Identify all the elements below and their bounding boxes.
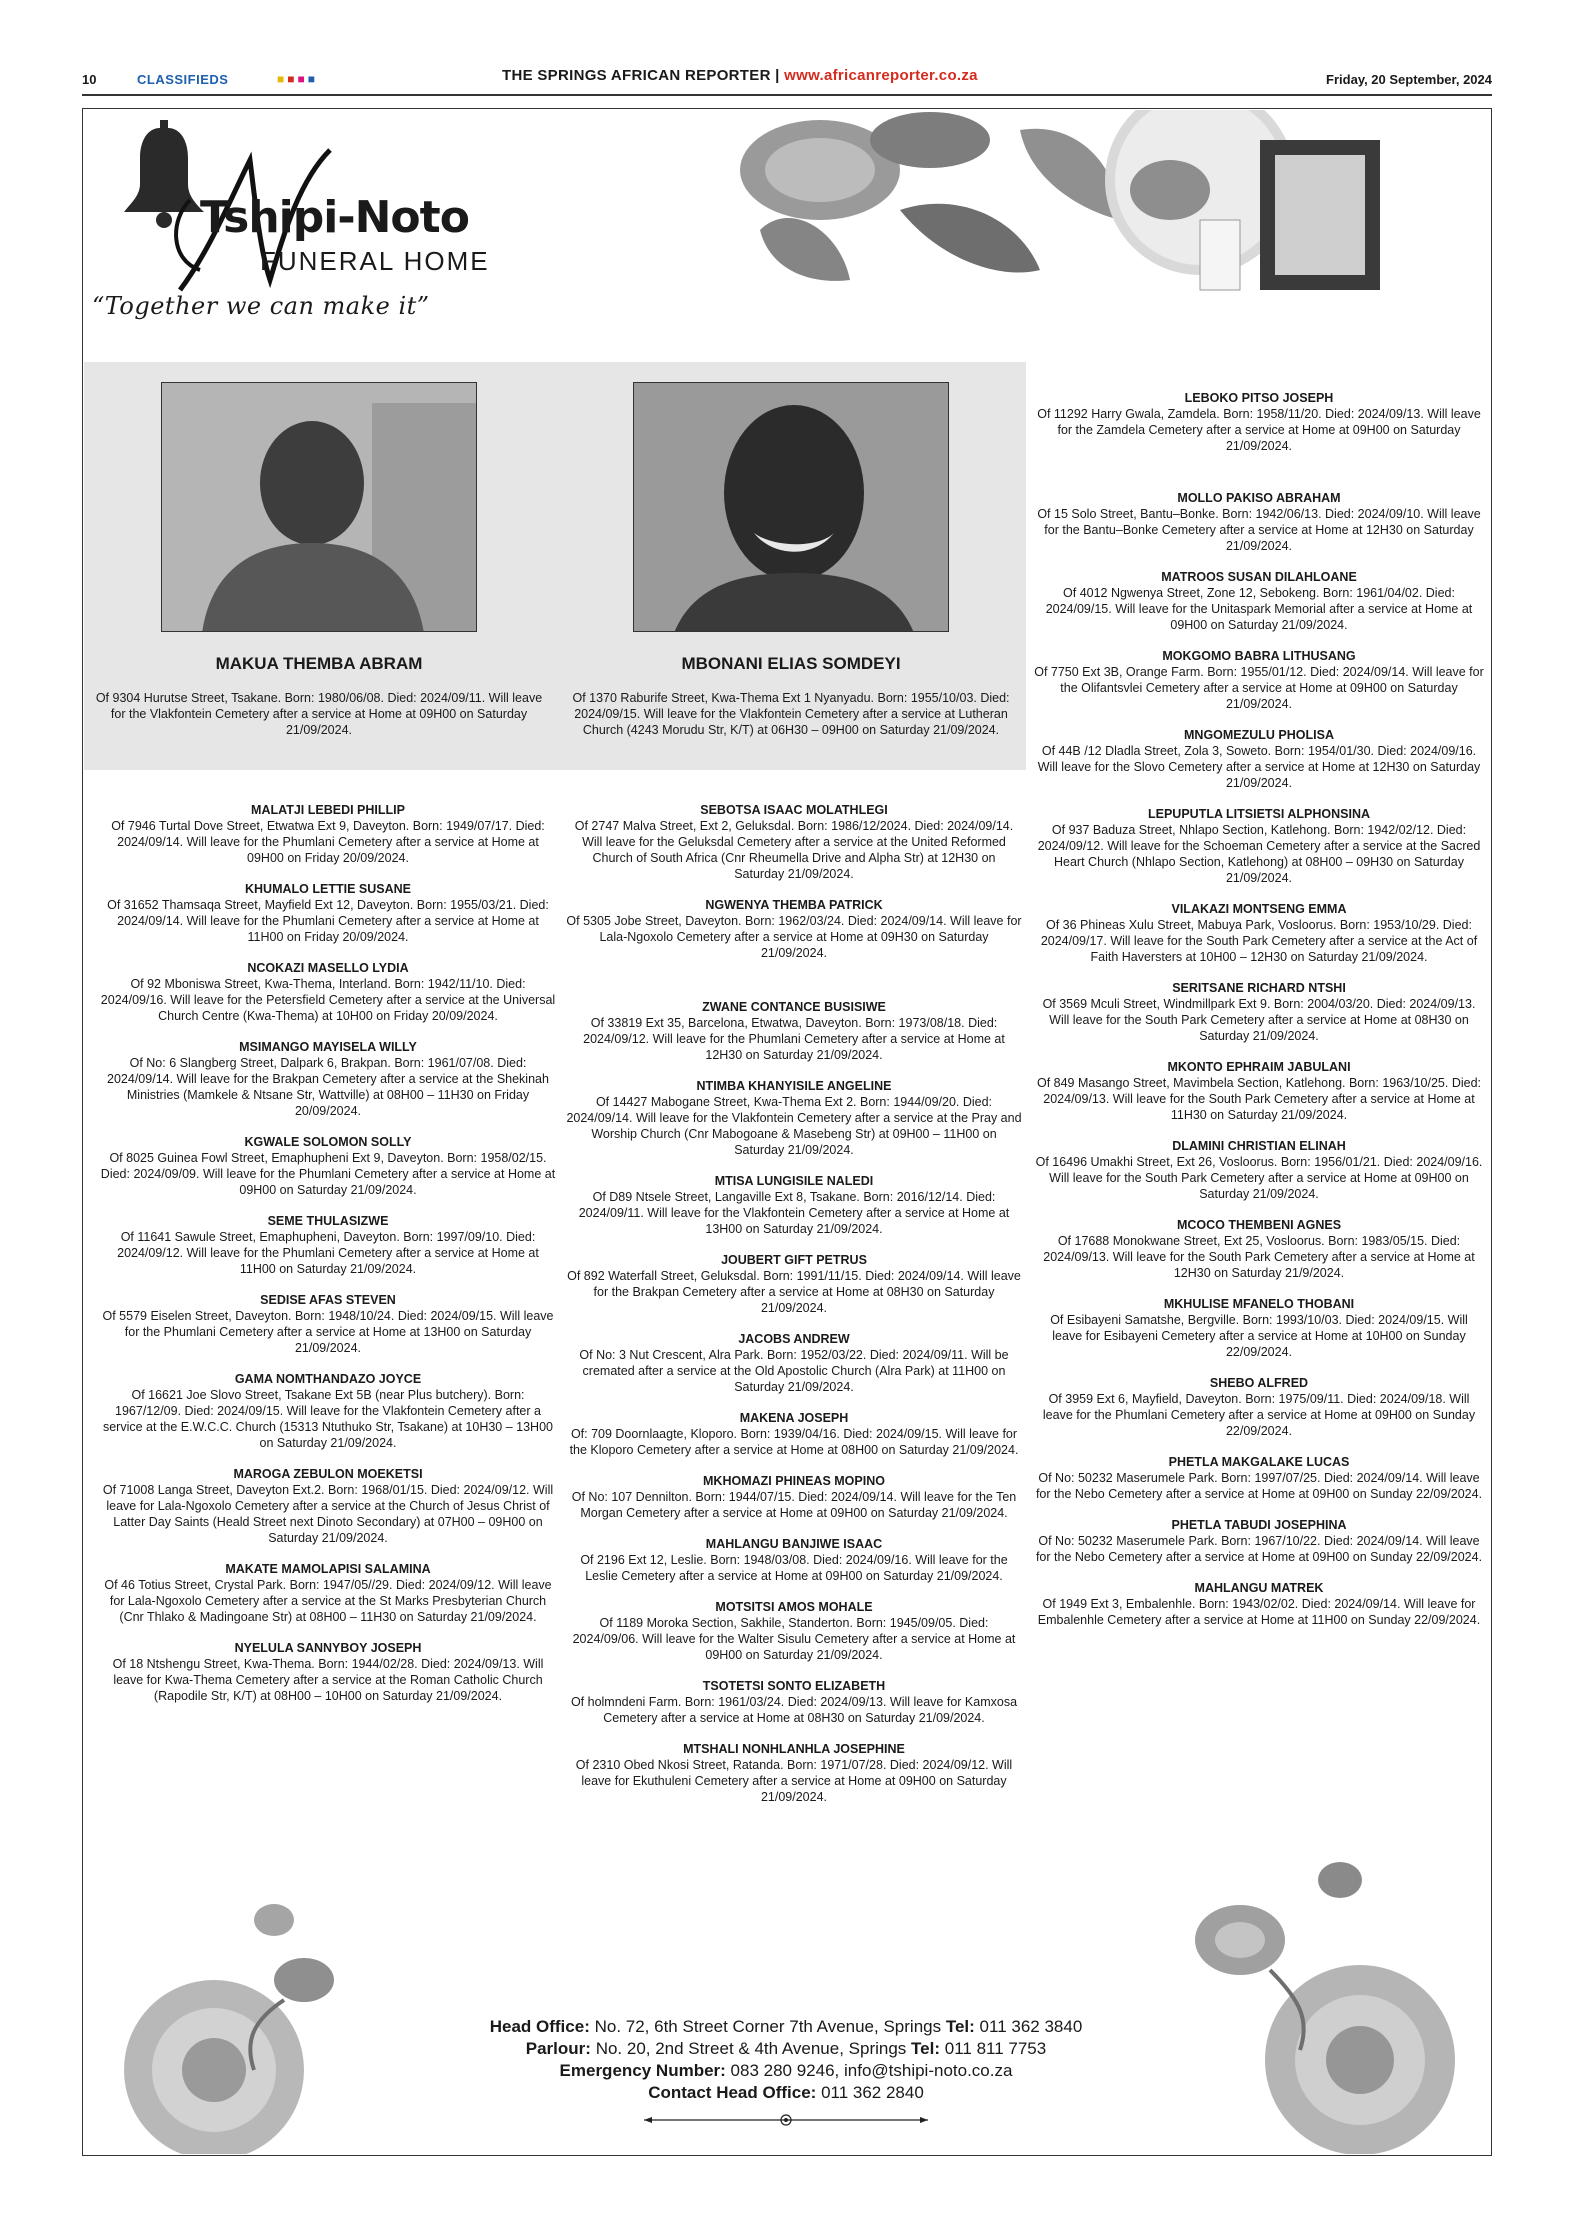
notice-details: Of 33819 Ext 35, Barcelona, Etwatwa, Daveyton. Born: 1973/08/18. Died: 2024/09/12. Will leave for the Phumlani Cemetery after a service at Home at 12H30 on Saturday 21/09/2024.	[583, 1016, 1005, 1062]
notice-details: Of 36 Phineas Xulu Street, Mabuya Park, Vosloorus. Born: 1953/10/29. Died: 2024/09/17. Will leave for the South Park Cemetery after a service at the Act of Faith Haversters at 10H00 – 12H30 on Saturday 21/09/2024.	[1040, 918, 1478, 964]
tel-label: Tel:	[945, 2017, 975, 2036]
obituary-details: Of 9304 Hurutse Street, Tsakane. Born: 1980/06/08. Died: 2024/09/11. Will leave for the Vlakfontein Cemetery after a service at Home at 09H00 on Saturday 21/09/2024.	[95, 691, 543, 737]
contact-number: 011 362 2840	[821, 2083, 924, 2102]
parlour-address: No. 20, 2nd Street & 4th Avenue, Springs	[595, 2039, 907, 2058]
emergency-contact: 083 280 9246, info@tshipi-noto.co.za	[730, 2061, 1013, 2080]
funeral-home-logo	[90, 120, 530, 320]
deceased-name: MOLLO PAKISO ABRAHAM	[1177, 491, 1341, 505]
notice-details: Of 5305 Jobe Street, Daveyton. Born: 1962/03/24. Died: 2024/09/14. Will leave for Lala-Ngoxolo Cemetery after a service at Home at 09H30 on Saturday 21/09/2024.	[566, 914, 1022, 960]
notice-details: Of 1949 Ext 3, Embalenhle. Born: 1943/02/02. Died: 2024/09/14. Will leave for Embalenhle Cemetery after a service at Home at 11H00 on Sunday 22/09/2024.	[1037, 1597, 1481, 1627]
deceased-name: MCOCO THEMBENI AGNES	[1176, 1218, 1342, 1232]
decorative-rose-right-image	[1160, 1830, 1490, 2154]
portrait-photo	[161, 382, 477, 632]
notice-details: Of No: 50232 Maserumele Park. Born: 1967/10/22. Died: 2024/09/14. Will leave for the Nebo Cemetery after a service at Home at 09H00 on Sunday 22/09/2024.	[1035, 1534, 1483, 1564]
death-notice	[566, 1741, 1022, 1805]
featured-obituaries	[84, 362, 1026, 770]
deceased-name: VILAKAZI MONTSENG EMMA	[1171, 902, 1347, 916]
deceased-name: SEDISE AFAS STEVEN	[260, 1293, 396, 1307]
death-notice	[1034, 569, 1484, 633]
death-notice	[1034, 806, 1484, 886]
deceased-name: MSIMANGO MAYISELA WILLY	[239, 1040, 417, 1054]
notices-column-left	[100, 802, 556, 1719]
obituary-details: Of 1370 Raburife Street, Kwa-Thema Ext 1 Nyanyadu. Born: 1955/10/03. Died: 2024/09/15. Will leave for the Vlakfontein Cemetery after a service at Lutheran Church (4243 Morudu Str, K/T) at 06H30 – 09H00 on Saturday 21/09/2024.	[572, 691, 1010, 737]
death-notice	[566, 1536, 1022, 1584]
death-notice	[1034, 1517, 1484, 1565]
emergency-line	[0, 2060, 1572, 2082]
death-notice	[1034, 901, 1484, 965]
deceased-name: SEME THULASIZWE	[267, 1214, 389, 1228]
deceased-name: GAMA NOMTHANDAZO JOYCE	[234, 1372, 422, 1386]
deceased-name: ZWANE CONTANCE BUSISIWE	[702, 1000, 886, 1014]
notice-details: Of 44B /12 Dladla Street, Zola 3, Soweto. Born: 1954/01/30. Died: 2024/09/16. Will leave for the Slovo Cemetery after a service at Home at 12H30 on Saturday 21/09/2024.	[1037, 744, 1481, 790]
death-notice	[1034, 1138, 1484, 1202]
death-notice	[100, 881, 556, 945]
death-notice	[566, 1473, 1022, 1521]
death-notice	[566, 1599, 1022, 1663]
deceased-name: TSOTETSI SONTO ELIZABETH	[702, 1679, 886, 1693]
notice-details: Of 15 Solo Street, Bantu–Bonke. Born: 1942/06/13. Died: 2024/09/10. Will leave for the Bantu–Bonke Cemetery after a service at Home at 12H30 on Saturday 21/09/2024.	[1037, 507, 1481, 553]
notice-details: Of 3569 Mculi Street, Windmillpark Ext 9. Born: 2004/03/20. Died: 2024/09/13. Will leave for the South Park Cemetery after a service at Home at 08H30 on Saturday 21/09/2024.	[1042, 997, 1476, 1043]
featured-obituary	[556, 382, 1026, 738]
title-separator: |	[775, 67, 780, 84]
death-notice	[100, 1213, 556, 1277]
notice-details: Of 11641 Sawule Street, Emaphupheni, Daveyton. Born: 1997/09/10. Died: 2024/09/12. Will leave for the Phumlani Cemetery after a service at Home at 11H00 on Saturday 21/09/2024.	[117, 1230, 539, 1276]
notice-details: Of 5579 Eiselen Street, Daveyton. Born: 1948/10/24. Died: 2024/09/15. Will leave for the Phumlani Cemetery after a service at Home at 13H00 on Saturday 21/09/2024.	[102, 1309, 554, 1355]
deceased-name: KGWALE SOLOMON SOLLY	[244, 1135, 412, 1149]
brand-subtitle: FUNERAL HOME	[260, 246, 490, 276]
notice-details: Of 892 Waterfall Street, Geluksdal. Born: 1991/11/15. Died: 2024/09/14. Will leave for the Brakpan Cemetery after a service at Home at 08H30 on Saturday 21/09/2024.	[567, 1269, 1021, 1315]
head-office-line	[0, 2016, 1572, 2038]
notice-details: Of 937 Baduza Street, Nhlapo Section, Katlehong. Born: 1942/02/12. Died: 2024/09/12. Will leave for the Schoeman Cemetery after a service at the Sacred Heart Church (Nhlapo Section, Katlehong) at 08H00 – 09H30 on Saturday 21/09/2024.	[1037, 823, 1481, 885]
notice-details: Of 2196 Ext 12, Leslie. Born: 1948/03/08. Died: 2024/09/16. Will leave for the Leslie Cemetery after a service at Home at 09H00 on Saturday 21/09/2024.	[580, 1553, 1008, 1583]
notice-details: Of 71008 Langa Street, Daveyton Ext.2. Born: 1968/01/15. Died: 2024/09/12. Will leave for Lala-Ngoxolo Cemetery after a service at the Church of Jesus Christ of Latter Day Saints (Heald Street next Dinoto Secondary) at 07H00 – 09H00 on Saturday 21/09/2024.	[102, 1483, 554, 1545]
notice-details: Of: 709 Doornlaagte, Kloporo. Born: 1939/04/16. Died: 2024/09/15. Will leave for the Kloporo Cemetery after a service at Home at 08H00 on Saturday 21/09/2024.	[569, 1427, 1019, 1457]
deceased-name: MTISA LUNGISILE NALEDI	[714, 1174, 874, 1188]
section-label: CLASSIFIEDS	[137, 72, 229, 87]
deceased-name: LEBOKO PITSO JOSEPH	[1184, 391, 1334, 405]
deceased-name: MOKGOMO BABRA LITHUSANG	[1162, 649, 1356, 663]
notice-details: Of D89 Ntsele Street, Langaville Ext 8, Tsakane. Born: 2016/12/14. Died: 2024/09/11. Will leave for the Vlakfontein Cemetery after a service at Home at 13H00 on Saturday 21/09/2024.	[578, 1190, 1010, 1236]
death-notice	[1034, 1296, 1484, 1360]
notice-details: Of 31652 Thamsaqa Street, Mayfield Ext 12, Daveyton. Born: 1955/03/21. Died: 2024/09/14. Will leave for the Phumlani Cemetery after a service at Home at 11H00 on Friday 20/09/2024.	[107, 898, 549, 944]
portrait-photo	[633, 382, 949, 632]
death-notice	[100, 1292, 556, 1356]
tel-label: Tel:	[911, 2039, 941, 2058]
deceased-name: MAROGA ZEBULON MOEKETSI	[233, 1467, 423, 1481]
deceased-name: MBONANI ELIAS SOMDEYI	[681, 654, 901, 673]
notice-details: Of holmndeni Farm. Born: 1961/03/24. Died: 2024/09/13. Will leave for Kamxosa Cemetery after a service at Home at 08H30 on Saturday 21/09/2024.	[570, 1695, 1018, 1725]
notice-details: Of 92 Mboniswa Street, Kwa-Thema, Interland. Born: 1942/11/10. Died: 2024/09/16. Will leave for the Petersfield Cemetery after a service at the Universal Church Centre (Kwa-Thema) at 10H00 on Friday 20/09/2024.	[100, 977, 556, 1023]
notice-details: Of 8025 Guinea Fowl Street, Emaphupheni Ext 9, Daveyton. Born: 1958/02/15. Died: 2024/09/09. Will leave for the Phumlani Cemetery after a service at Home at 09H00 on Saturday 21/09/2024.	[100, 1151, 556, 1197]
death-notice	[566, 802, 1022, 882]
death-notice	[100, 960, 556, 1024]
deceased-name: MTSHALI NONHLANHLA JOSEPHINE	[683, 1742, 905, 1756]
notice-details: Of 17688 Monokwane Street, Ext 25, Vosloorus. Born: 1983/05/15. Died: 2024/09/13. Will leave for the South Park Cemetery after a service at Home at 12H30 on Saturday 21/9/2024.	[1043, 1234, 1475, 1280]
death-notice	[100, 1466, 556, 1546]
death-notice	[1034, 1454, 1484, 1502]
death-notice	[100, 1561, 556, 1625]
death-notice	[566, 1252, 1022, 1316]
death-notice	[1034, 490, 1484, 554]
notice-details: Of 2747 Malva Street, Ext 2, Geluksdal. Born: 1986/12/2024. Died: 2024/09/14. Will leave for the Geluksdal Cemetery after a service at the United Reformed Church of South Africa (Cnr Rheumella Drive and Alpha Str) at 12H30 on Saturday 21/09/2024.	[574, 819, 1014, 881]
deceased-name: MAKATE MAMOLAPISI SALAMINA	[225, 1562, 431, 1576]
contact-head-office-line	[0, 2082, 1572, 2104]
death-notice	[566, 1078, 1022, 1158]
parlour-label: Parlour:	[525, 2039, 591, 2058]
deceased-name: MAKUA THEMBA ABRAM	[215, 654, 423, 673]
death-notice	[1034, 648, 1484, 712]
death-notice	[100, 1134, 556, 1198]
newspaper-name: THE SPRINGS AFRICAN REPORTER	[502, 67, 771, 84]
notice-details: Of 3959 Ext 6, Mayfield, Daveyton. Born: 1975/09/11. Died: 2024/09/18. Will leave for the Phumlani Cemetery after a service at Home at 09H00 on Sunday 22/09/2024.	[1042, 1392, 1476, 1438]
decorative-roses-image	[700, 110, 1490, 330]
deceased-name: JOUBERT GIFT PETRUS	[721, 1253, 867, 1267]
deceased-name: MKHULISE MFANELO THOBANI	[1163, 1297, 1355, 1311]
deceased-name: PHETLA TABUDI JOSEPHINA	[1171, 1518, 1347, 1532]
deceased-name: MAKENA JOSEPH	[739, 1411, 849, 1425]
death-notice	[100, 1371, 556, 1451]
death-notice	[1034, 1375, 1484, 1439]
issue-date: Friday, 20 September, 2024	[1326, 72, 1492, 87]
deceased-name: MNGOMEZULU PHOLISA	[1184, 728, 1334, 742]
notice-details: Of No: 107 Dennilton. Born: 1944/07/15. Died: 2024/09/14. Will leave for the Ten Morgan Cemetery after a service at Home at 09H00 on Saturday 21/09/2024.	[571, 1490, 1017, 1520]
notice-details: Of 14427 Mabogane Street, Kwa-Thema Ext 2. Born: 1944/09/20. Died: 2024/09/14. Will leave for the Vlakfontein Cemetery after a service at the Pray and Worship Church (Cnr Mabogoane & Masebeng Str) at 09H00 – 11H00 on Saturday 21/09/2024.	[566, 1095, 1022, 1157]
death-notice	[566, 1410, 1022, 1458]
deceased-name: NCOKAZI MASELLO LYDIA	[247, 961, 409, 975]
deceased-name: JACOBS ANDREW	[738, 1332, 850, 1346]
deceased-name: PHETLA MAKGALAKE LUCAS	[1168, 1455, 1350, 1469]
deceased-name: SEBOTSA ISAAC MOLATHLEGI	[700, 803, 888, 817]
featured-obituary	[84, 382, 554, 738]
deceased-name: MKONTO EPHRAIM JABULANI	[1167, 1060, 1351, 1074]
deceased-name: DLAMINI CHRISTIAN ELINAH	[1172, 1139, 1346, 1153]
death-notice	[566, 1173, 1022, 1237]
death-notice	[1034, 727, 1484, 791]
brand-tagline: “Together we can make it”	[92, 292, 430, 320]
head-office-tel: 011 362 3840	[979, 2017, 1083, 2036]
deceased-name: MOTSITSI AMOS MOHALE	[715, 1600, 873, 1614]
death-notice	[1034, 980, 1484, 1044]
notice-details: Of 7750 Ext 3B, Orange Farm. Born: 1955/01/12. Died: 2024/09/14. Will leave for the Olifantsvlei Cemetery after a service at Home at 09H00 on Saturday 21/09/2024.	[1034, 665, 1484, 711]
parlour-tel: 011 811 7753	[944, 2039, 1047, 2058]
notice-details: Of 1189 Moroka Section, Sakhile, Standerton. Born: 1945/09/05. Died: 2024/09/06. Will leave for the Walter Sisulu Cemetery after a service at Home at 09H00 on Saturday 21/09/2024.	[572, 1616, 1016, 1662]
notice-details: Of 7946 Turtal Dove Street, Etwatwa Ext 9, Daveyton. Born: 1949/07/17. Died: 2024/09/14. Will leave for the Phumlani Cemetery after a service at Home at 09H00 on Friday 20/09/2024.	[111, 819, 545, 865]
deceased-name: MALATJI LEBEDI PHILLIP	[251, 803, 405, 817]
notice-details: Of 2310 Obed Nkosi Street, Ratanda. Born: 1971/07/28. Died: 2024/09/12. Will leave for Ekuthuleni Cemetery after a service at Home at 09H00 on Saturday 21/09/2024.	[575, 1758, 1013, 1804]
death-notice	[100, 1039, 556, 1119]
contact-footer	[0, 2016, 1572, 2104]
death-notice	[100, 1640, 556, 1704]
deceased-name: SHEBO ALFRED	[1209, 1376, 1309, 1390]
emergency-label: Emergency Number:	[559, 2061, 726, 2080]
head-office-label: Head Office:	[489, 2017, 590, 2036]
newspaper-url[interactable]: www.africanreporter.co.za	[784, 67, 978, 84]
notice-details: Of No: 50232 Maserumele Park. Born: 1997/07/25. Died: 2024/09/14. Will leave for the Nebo Cemetery after a service at Home at 09H00 on Sunday 22/09/2024.	[1035, 1471, 1483, 1501]
deceased-name: MATROOS SUSAN DILAHLOANE	[1161, 570, 1357, 584]
death-notice	[1034, 1217, 1484, 1281]
notices-column-right	[1034, 390, 1484, 1643]
notice-details: Of 4012 Ngwenya Street, Zone 12, Sebokeng. Born: 1961/04/02. Died: 2024/09/15. Will leave for the Unitaspark Memorial after a service at Home at 09H00 on Saturday 21/09/2024.	[1045, 586, 1473, 632]
notices-column-middle	[566, 802, 1022, 1820]
death-notice	[1034, 390, 1484, 454]
deceased-name: SERITSANE RICHARD NTSHI	[1172, 981, 1346, 995]
death-notice	[1034, 1580, 1484, 1628]
deceased-name: NTIMBA KHANYISILE ANGELINE	[696, 1079, 892, 1093]
deceased-name: LEPUPUTLA LITSIETSI ALPHONSINA	[1148, 807, 1370, 821]
head-office-address: No. 72, 6th Street Corner 7th Avenue, Springs	[594, 2017, 942, 2036]
deceased-name: MAHLANGU MATREK	[1194, 1581, 1324, 1595]
death-notice	[566, 897, 1022, 961]
death-notice	[566, 1331, 1022, 1395]
notice-details: Of 16496 Umakhi Street, Ext 26, Vosloorus. Born: 1956/01/21. Died: 2024/09/16. Will leave for the South Park Cemetery after a service at Home at 09H00 on Saturday 21/09/2024.	[1035, 1155, 1483, 1201]
contact-label: Contact Head Office:	[648, 2083, 817, 2102]
death-notice	[1034, 1059, 1484, 1123]
color-dots: ■■■■	[277, 72, 318, 86]
deceased-name: MAHLANGU BANJIWE ISAAC	[705, 1537, 883, 1551]
brand-name: Tshipi-Noto	[200, 192, 469, 243]
deceased-name: NYELULA SANNYBOY JOSEPH	[234, 1641, 422, 1655]
death-notice	[566, 1678, 1022, 1726]
page-header	[82, 60, 1492, 96]
deceased-name: KHUMALO LETTIE SUSANE	[245, 882, 411, 896]
parlour-line	[0, 2038, 1572, 2060]
death-notice	[566, 999, 1022, 1063]
divider-flourish-icon	[644, 2112, 928, 2128]
newspaper-title	[502, 67, 978, 84]
death-notice	[100, 802, 556, 866]
page-number: 10	[82, 72, 97, 87]
notice-details: Of 18 Ntshengu Street, Kwa-Thema. Born: 1944/02/28. Died: 2024/09/13. Will leave for Kwa-Thema Cemetery after a service at the Roman Catholic Church (Rapodile Str, K/T) at 08H00 – 10H00 on Saturday 21/09/2024.	[112, 1657, 544, 1703]
notice-details: Of No: 3 Nut Crescent, Alra Park. Born: 1952/03/22. Died: 2024/09/11. Will be cremated after a service at the Old Apostolic Church (Alra Park) at 11H00 on Saturday 21/09/2024.	[579, 1348, 1009, 1394]
notice-details: Of Esibayeni Samatshe, Bergville. Born: 1993/10/03. Died: 2024/09/15. Will leave for Esibayeni Cemetery after a service at Home at 10H00 on Sunday 22/09/2024.	[1050, 1313, 1468, 1359]
notice-details: Of 46 Totius Street, Crystal Park. Born: 1947/05//29. Died: 2024/09/12. Will leave for Lala-Ngoxolo Cemetery after a service at the St Marks Presbyterian Church (Cnr Thlako & Madingoane Str) at 08H00 – 11H30 on Saturday 21/09/2024.	[104, 1578, 552, 1624]
notice-details: Of No: 6 Slangberg Street, Dalpark 6, Brakpan. Born: 1961/07/08. Died: 2024/09/14. Will leave for the Brakpan Cemetery after a service at the Shekinah Ministries (Mamkele & Ntsane Str, Wattville) at 08H00 – 11H30 on Friday 20/09/2024.	[107, 1056, 549, 1118]
deceased-name: NGWENYA THEMBA PATRICK	[705, 898, 883, 912]
deceased-name: MKHOMAZI PHINEAS MOPINO	[703, 1474, 885, 1488]
notice-details: Of 11292 Harry Gwala, Zamdela. Born: 1958/11/20. Died: 2024/09/13. Will leave for the Zamdela Cemetery after a service at Home at 09H00 on Saturday 21/09/2024.	[1037, 407, 1481, 453]
notice-details: Of 849 Masango Street, Mavimbela Section, Katlehong. Born: 1963/10/25. Died: 2024/09/13. Will leave for the South Park Cemetery after a service at Home at 11H30 on Saturday 21/09/2024.	[1036, 1076, 1482, 1122]
notice-details: Of 16621 Joe Slovo Street, Tsakane Ext 5B (near Plus butchery). Born: 1967/12/09. Died: 2024/09/15. Will leave for the Vlakfontein Cemetery after a service at the E.W.C.C. Church (15313 Ntuthuko Str, Tsakane) at 10H30 – 13H00 on Saturday 21/09/2024.	[102, 1388, 553, 1450]
